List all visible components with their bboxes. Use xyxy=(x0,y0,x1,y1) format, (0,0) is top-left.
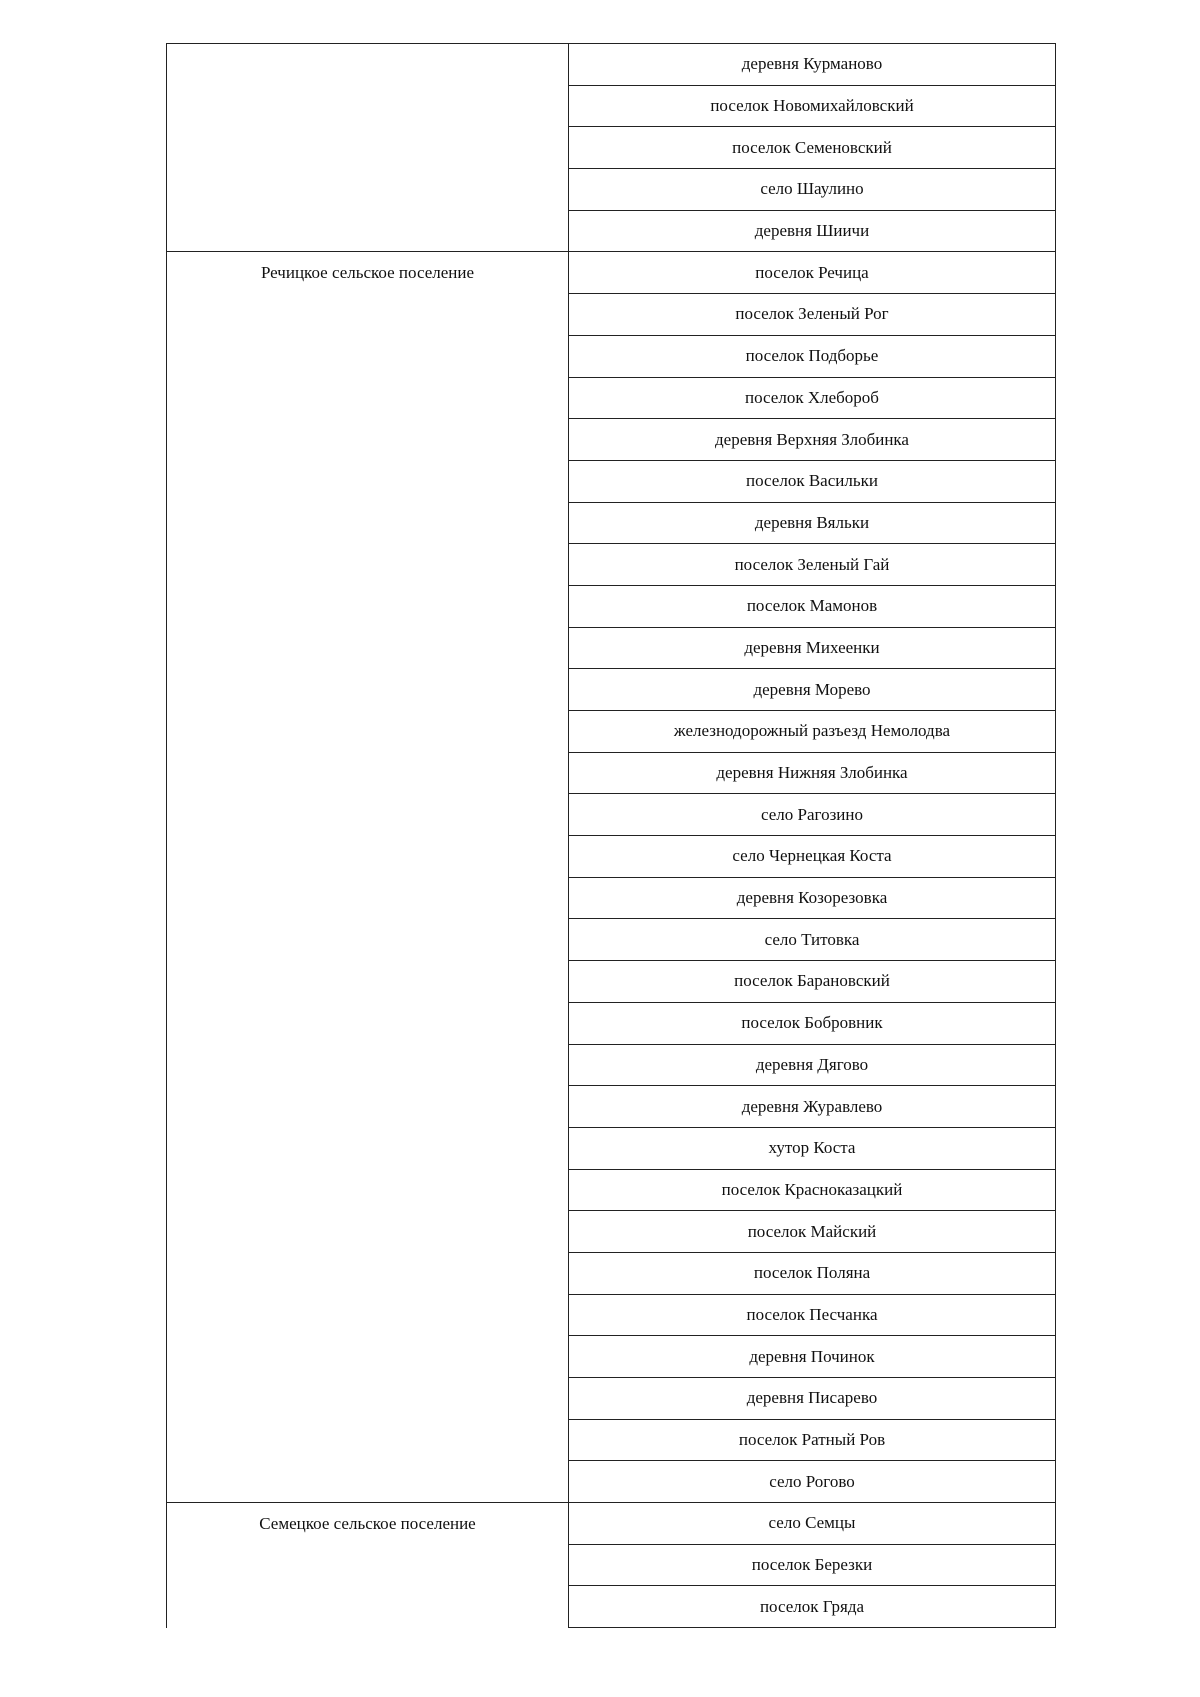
settlement-cell: железнодорожный разъезд Немолодва xyxy=(569,711,1056,753)
settlement-cell: поселок Майский xyxy=(569,1211,1056,1253)
settlement-cell: поселок Березки xyxy=(569,1544,1056,1586)
settlement-cell: село Чернецкая Коста xyxy=(569,836,1056,878)
settlement-cell: село Титовка xyxy=(569,919,1056,961)
settlement-cell: деревня Нижняя Злобинка xyxy=(569,752,1056,794)
settlement-cell: деревня Курманово xyxy=(569,44,1056,86)
settlement-cell: деревня Верхняя Злобинка xyxy=(569,419,1056,461)
settlements-table xyxy=(166,43,1056,1628)
settlement-cell: поселок Васильки xyxy=(569,460,1056,502)
settlement-cell: поселок Подборье xyxy=(569,335,1056,377)
settlement-cell: поселок Речица xyxy=(569,252,1056,294)
settlement-cell: поселок Зеленый Гай xyxy=(569,544,1056,586)
settlement-cell: село Семцы xyxy=(569,1503,1056,1545)
settlement-cell: поселок Хлебороб xyxy=(569,377,1056,419)
table-row xyxy=(167,44,1056,86)
table-row xyxy=(167,252,1056,294)
settlement-cell: деревня Дягово xyxy=(569,1044,1056,1086)
settlement-cell: село Рогово xyxy=(569,1461,1056,1503)
settlement-cell: село Рагозино xyxy=(569,794,1056,836)
settlement-cell: деревня Козорезовка xyxy=(569,877,1056,919)
settlement-cell: поселок Краснoказацкий xyxy=(569,1169,1056,1211)
settlement-cell: деревня Вяльки xyxy=(569,502,1056,544)
settlement-cell: поселок Песчанка xyxy=(569,1294,1056,1336)
settlement-cell: хутор Коста xyxy=(569,1127,1056,1169)
settlement-cell: поселок Гряда xyxy=(569,1586,1056,1628)
municipality-cell xyxy=(167,44,569,252)
settlement-cell: деревня Шиичи xyxy=(569,210,1056,252)
settlement-cell: село Шаулино xyxy=(569,169,1056,211)
settlement-cell: поселок Барановский xyxy=(569,961,1056,1003)
settlement-cell: деревня Починок xyxy=(569,1336,1056,1378)
settlement-cell: поселок Новомихайловский xyxy=(569,85,1056,127)
municipality-cell: Семецкое сельское поселение xyxy=(167,1503,569,1628)
settlement-cell: деревня Писарево xyxy=(569,1378,1056,1420)
settlement-cell: деревня Морево xyxy=(569,669,1056,711)
settlement-cell: деревня Журавлево xyxy=(569,1086,1056,1128)
settlement-cell: поселок Семеновский xyxy=(569,127,1056,169)
table-row xyxy=(167,1503,1056,1545)
settlement-cell: поселок Бобровник xyxy=(569,1002,1056,1044)
settlement-cell: поселок Зеленый Рог xyxy=(569,294,1056,336)
settlement-cell: поселок Поляна xyxy=(569,1252,1056,1294)
municipality-cell: Речицкое сельское поселение xyxy=(167,252,569,1503)
settlement-cell: поселок Ратный Ров xyxy=(569,1419,1056,1461)
settlement-cell: поселок Мамонов xyxy=(569,585,1056,627)
settlement-cell: деревня Михеенки xyxy=(569,627,1056,669)
